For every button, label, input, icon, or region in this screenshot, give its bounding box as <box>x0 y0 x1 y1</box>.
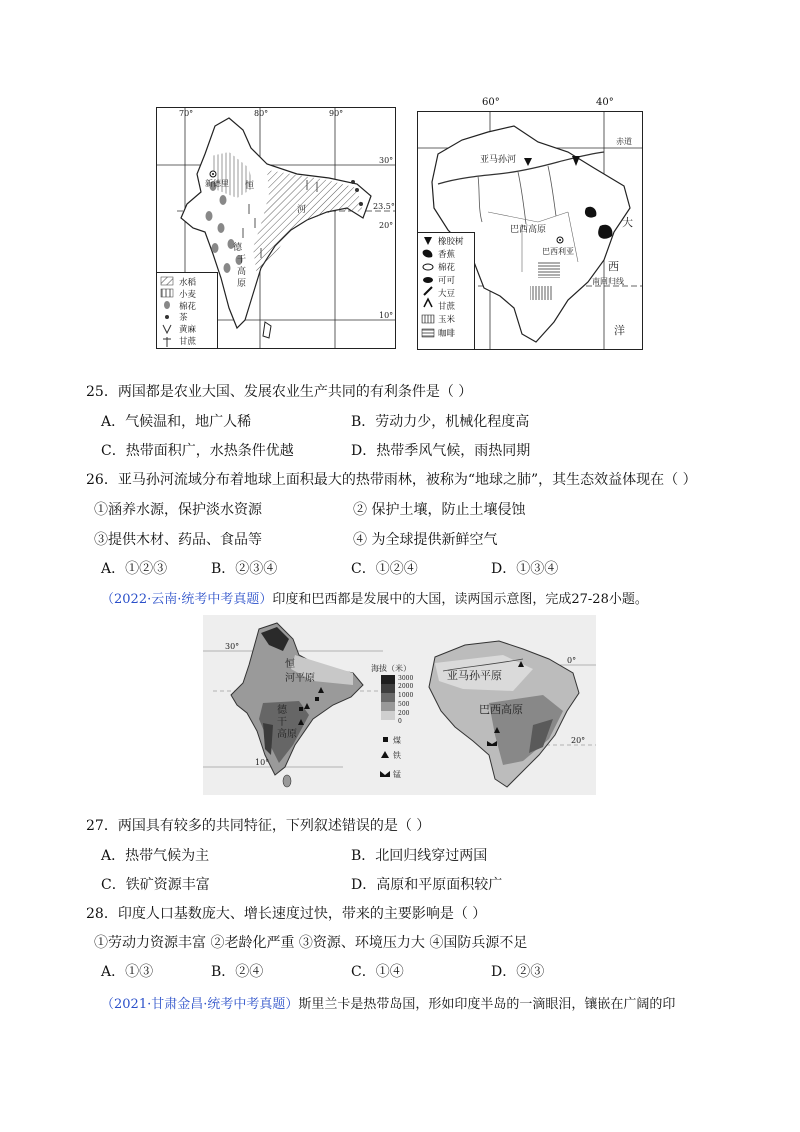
place-label-gao: 高 <box>237 267 247 277</box>
q26-option-a[interactable]: A．①②③ <box>101 561 168 577</box>
place-label-de: 德 <box>233 243 243 253</box>
elev-1000: 1000 <box>398 692 414 699</box>
legend-wheat: 小麦 <box>179 290 197 300</box>
lat-label-30: 30° <box>379 156 394 165</box>
place-label-brazil-plateau: 巴西高原 <box>510 225 547 235</box>
relief-lon-0: 0° <box>567 656 577 665</box>
place-label-heng: 恒 <box>245 181 255 191</box>
place-label-tropic-capricorn: 南回归线 <box>592 277 624 286</box>
q25-option-c[interactable]: C．热带面积广，水热条件优越 <box>101 443 294 459</box>
q26-statement-4: ④ 为全球提供新鲜空气 <box>353 532 498 548</box>
q26-statement-3: ③提供木材、药品、食品等 <box>94 532 262 548</box>
relief-lon-20: 20° <box>571 736 586 745</box>
lon-label-60-top: 60° <box>482 97 500 108</box>
relief-brazil-plateau: 巴西高原 <box>479 703 523 716</box>
relief-india-heng: 恒 <box>285 659 295 670</box>
legend-cotton: 棉花 <box>179 302 197 312</box>
place-label-brasilia: 巴西利亚 <box>542 247 574 256</box>
elev-0: 0 <box>398 718 402 725</box>
q25-option-d[interactable]: D．热带季风气候，雨热同期 <box>351 443 531 459</box>
lon-label-90: 90° <box>329 109 344 118</box>
lon-label-70: 70° <box>179 109 194 118</box>
legend-corn: 玉米 <box>438 315 456 325</box>
relief-india-gaoyuan: 高原 <box>277 729 297 740</box>
brazil-map-legend <box>418 232 475 350</box>
q26-statement-1: ①涵养水源，保护淡水资源 <box>94 502 262 518</box>
intro-29 <box>101 993 675 1012</box>
lon-label-80: 80° <box>254 109 269 118</box>
india-map-legend <box>157 272 218 349</box>
legend-soybean: 大豆 <box>438 289 456 299</box>
intro-29-source: （2021·甘肃金昌·统考中考真题） <box>101 997 299 1012</box>
legend-tea: 茶 <box>179 313 188 323</box>
brazil-agriculture-map <box>417 111 643 350</box>
elev-500: 500 <box>398 701 410 708</box>
relief-india-heping: 河平原 <box>285 673 315 684</box>
legend-cocoa: 可可 <box>438 276 456 286</box>
mineral-iron: 铁 <box>393 751 401 760</box>
intro-29-text: 斯里兰卡是热带岛国，形如印度半岛的一滴眼泪，镶嵌在广阔的印 <box>298 997 676 1012</box>
place-label-newdelhi: 新德里 <box>205 179 229 188</box>
india-brazil-relief-map <box>203 615 596 795</box>
legend-banana: 香蕉 <box>438 250 456 260</box>
relief-lat-10: 10° <box>255 758 270 767</box>
intro-27-28 <box>101 588 648 607</box>
legend-jute: 黄麻 <box>179 325 197 335</box>
q26-option-d[interactable]: D．①③④ <box>491 561 559 577</box>
lat-label-23: 23.5° <box>373 202 395 211</box>
q26-option-c[interactable]: C．①②④ <box>351 561 418 577</box>
lon-label-40: 40° <box>596 97 614 108</box>
elevation-legend-title: 海拔（米） <box>371 664 411 673</box>
place-label-da: 大 <box>622 216 633 229</box>
legend-coffee: 咖啡 <box>438 329 456 339</box>
lat-label-10: 10° <box>379 311 394 320</box>
elev-200: 200 <box>398 710 410 717</box>
place-label-equator: 赤道 <box>616 137 632 146</box>
legend-cotton2: 棉花 <box>438 263 456 273</box>
q25-option-a[interactable]: A．气候温和，地广人稀 <box>101 414 252 430</box>
question-27-stem: 27．两国具有较多的共同特征，下列叙述错误的是（ ） <box>86 818 431 834</box>
q28-option-a[interactable]: A．①③ <box>101 964 154 980</box>
q28-option-b[interactable]: B．②④ <box>211 964 264 980</box>
legend-rice: 水稻 <box>179 278 197 288</box>
place-label-he: 河 <box>297 205 307 215</box>
relief-lat-30: 30° <box>225 642 240 651</box>
mineral-manganese: 锰 <box>393 770 401 779</box>
place-label-xi: 西 <box>608 260 619 273</box>
intro-27-text: 印度和巴西都是发展中的大国，读两国示意图，完成27-28小题。 <box>272 592 648 607</box>
place-label-yuan: 原 <box>237 279 247 289</box>
mineral-coal: 煤 <box>393 736 401 745</box>
place-label-yang: 洋 <box>614 324 625 337</box>
elev-3000: 3000 <box>398 675 414 682</box>
question-26-stem: 26．亚马孙河流域分布着地球上面积最大的热带雨林，被称为“地球之肺”，其生态效益体现在（ ） <box>86 472 697 488</box>
q26-statement-2: ② 保护土壤，防止土壤侵蚀 <box>353 502 526 518</box>
q26-option-b[interactable]: B．②③④ <box>211 561 278 577</box>
lat-label-20: 20° <box>379 221 394 230</box>
relief-india-gan: 干 <box>277 717 287 728</box>
q25-option-b[interactable]: B．劳动力少，机械化程度高 <box>351 414 530 430</box>
place-label-amazon: 亚马孙河 <box>480 155 517 165</box>
q28-statements: ①劳动力资源丰富 ②老龄化严重 ③资源、环境压力大 ④国防兵源不足 <box>94 935 528 951</box>
place-label-gan: 干 <box>237 255 247 265</box>
q28-option-c[interactable]: C．①④ <box>351 964 404 980</box>
question-28-stem: 28．印度人口基数庞大、增长速度过快，带来的主要影响是（ ） <box>86 906 487 922</box>
q27-option-d[interactable]: D．高原和平原面积较广 <box>351 877 503 893</box>
legend-sugarcane: 甘蔗 <box>179 337 197 347</box>
question-25-stem: 25．两国都是农业大国、发展农业生产共同的有利条件是（ ） <box>86 384 473 400</box>
elev-2000: 2000 <box>398 683 414 690</box>
q27-option-a[interactable]: A．热带气候为主 <box>101 848 210 864</box>
relief-brazil-amazon-plain: 亚马孙平原 <box>447 669 502 682</box>
q28-option-d[interactable]: D．②③ <box>491 964 545 980</box>
q27-option-b[interactable]: B．北回归线穿过两国 <box>351 848 488 864</box>
legend-rubber: 橡胶树 <box>438 237 464 247</box>
q27-option-c[interactable]: C．铁矿资源丰富 <box>101 877 210 893</box>
intro-27-source: （2022·云南·统考中考真题） <box>101 592 273 607</box>
legend-sugarcane2: 甘蔗 <box>438 302 456 312</box>
india-agriculture-map <box>156 107 396 349</box>
relief-map-drawing <box>203 615 596 795</box>
relief-india-de: 德 <box>277 705 287 716</box>
